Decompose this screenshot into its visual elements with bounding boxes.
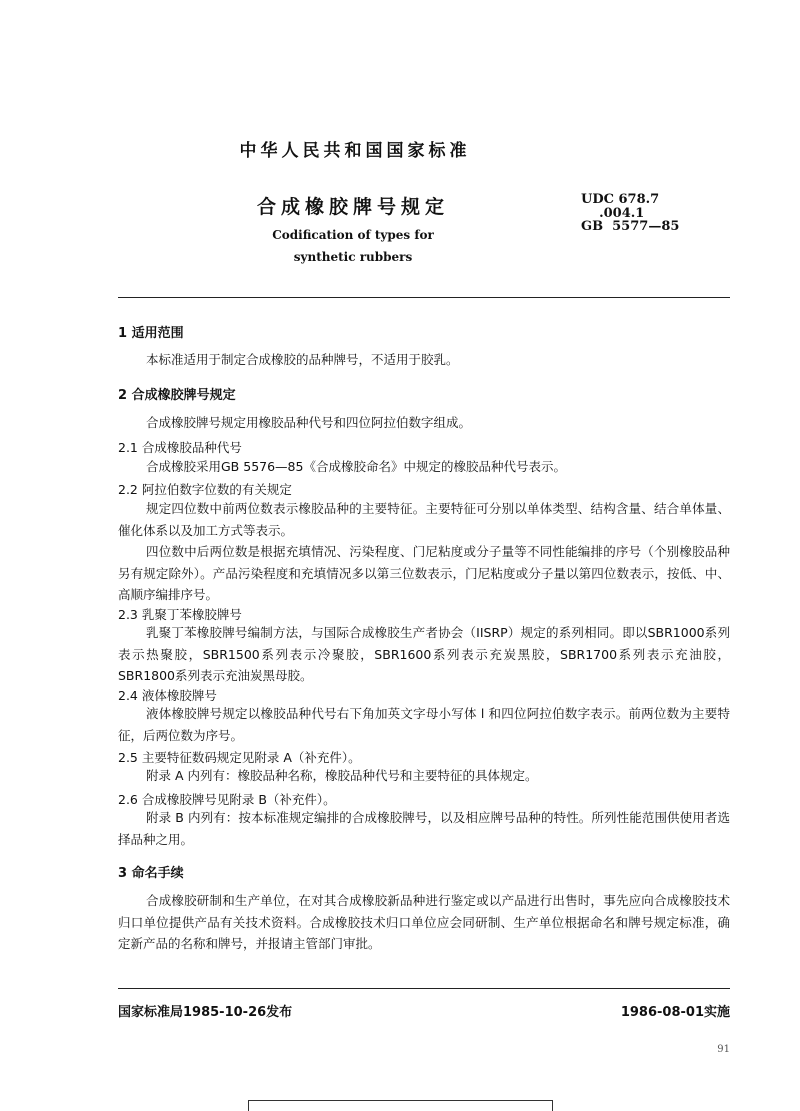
section-2-1-paragraph: 合成橡胶采用GB 5576—85《合成橡胶命名》中规定的橡胶品种代号表示。 (146, 459, 566, 474)
issue-date: 国家标准局1985-10-26发布 (118, 1005, 293, 1020)
section-1-paragraph: 本标准适用于制定合成橡胶的品种牌号，不适用于胶乳。 (146, 352, 459, 367)
standard-title-en-line1: Codification of types for (272, 228, 434, 242)
section-2-3-paragraph: 乳聚丁苯橡胶牌号编制方法，与国际合成橡胶生产者协会（IISRP）规定的系列相同。即以SBR1000系列表示热聚胶，SBR1500系列表示冷聚胶，SBR1600系列表示充炭黑胶，SBR1700系列表示充油胶，SBR1800系列表示充油炭黑母胶。 (118, 625, 730, 683)
footer-rule (118, 988, 730, 989)
section-2-5-heading: 2.5 主要特征数码规定见附录 A（补充件）。 (118, 750, 361, 765)
section-2-6-paragraph: 附录 B 内列有：按本标准规定编排的合成橡胶牌号，以及相应牌号品种的特性。所列性能范围供使用者选择品种之用。 (118, 810, 730, 847)
section-2-4-paragraph: 液体橡胶牌号规定以橡胶品种代号右下角加英文字母小写体 l 和四位阿拉伯数字表示。前两位数为主要特征，后两位数为序号。 (118, 706, 730, 743)
section-1-heading: 1 适用范围 (118, 326, 184, 341)
national-standard-heading: 中华人民共和国国家标准 (239, 141, 471, 161)
section-3-paragraph: 合成橡胶研制和生产单位，在对其合成橡胶新品种进行鉴定或以产品进行出售时，事先应向合成橡胶技术归口单位提供产品有关技术资料。合成橡胶技术归口单位应会同研制、生产单位根据命名和牌号规定标准，确定新产品的名称和牌号，并报请主管部门审批。 (118, 893, 730, 951)
implementation-date: 1986-08-01实施 (620, 1005, 730, 1020)
standard-title-cn: 合成橡胶牌号规定 (256, 196, 449, 218)
section-2-3-heading: 2.3 乳聚丁苯橡胶牌号 (118, 607, 242, 622)
section-2-2-paragraph-2: 四位数中后两位数是根据充填情况、污染程度、门尼粘度或分子量等不同性能编排的序号（个别橡胶品种另有规定除外）。产品污染程度和充填情况多以第三位数表示，门尼粘度或分子量以第四位数表示，按低、中、高顺序编排序号。 (118, 544, 730, 602)
section-2-1-heading: 2.1 合成橡胶品种代号 (118, 440, 242, 455)
section-2-2-heading: 2.2 阿拉伯数字位数的有关规定 (118, 482, 292, 497)
section-3-heading: 3 命名手续 (118, 866, 184, 881)
section-2-5-paragraph: 附录 A 内列有：橡胶品种名称，橡胶品种代号和主要特征的具体规定。 (146, 768, 538, 783)
section-2-2-paragraph-1: 规定四位数中前两位数表示橡胶品种的主要特征。主要特征可分别以单体类型、结构含量、结合单体量、催化体系以及加工方式等表示。 (118, 501, 730, 538)
udc-code: UDC 678.7 .004.1 (581, 192, 660, 221)
page-number: 91 (717, 1044, 730, 1055)
gb-code: GB 5577—85 (581, 219, 680, 234)
standard-title-en-line2: synthetic rubbers (293, 250, 413, 264)
section-2-4-heading: 2.4 液体橡胶牌号 (118, 688, 217, 703)
header-rule (118, 297, 730, 298)
section-2-paragraph: 合成橡胶牌号规定用橡胶品种代号和四位阿拉伯数字组成。 (146, 415, 472, 430)
section-2-heading: 2 合成橡胶牌号规定 (118, 388, 236, 403)
section-2-6-heading: 2.6 合成橡胶牌号见附录 B（补充件）。 (118, 792, 336, 807)
page-bottom-frame (248, 1100, 553, 1111)
